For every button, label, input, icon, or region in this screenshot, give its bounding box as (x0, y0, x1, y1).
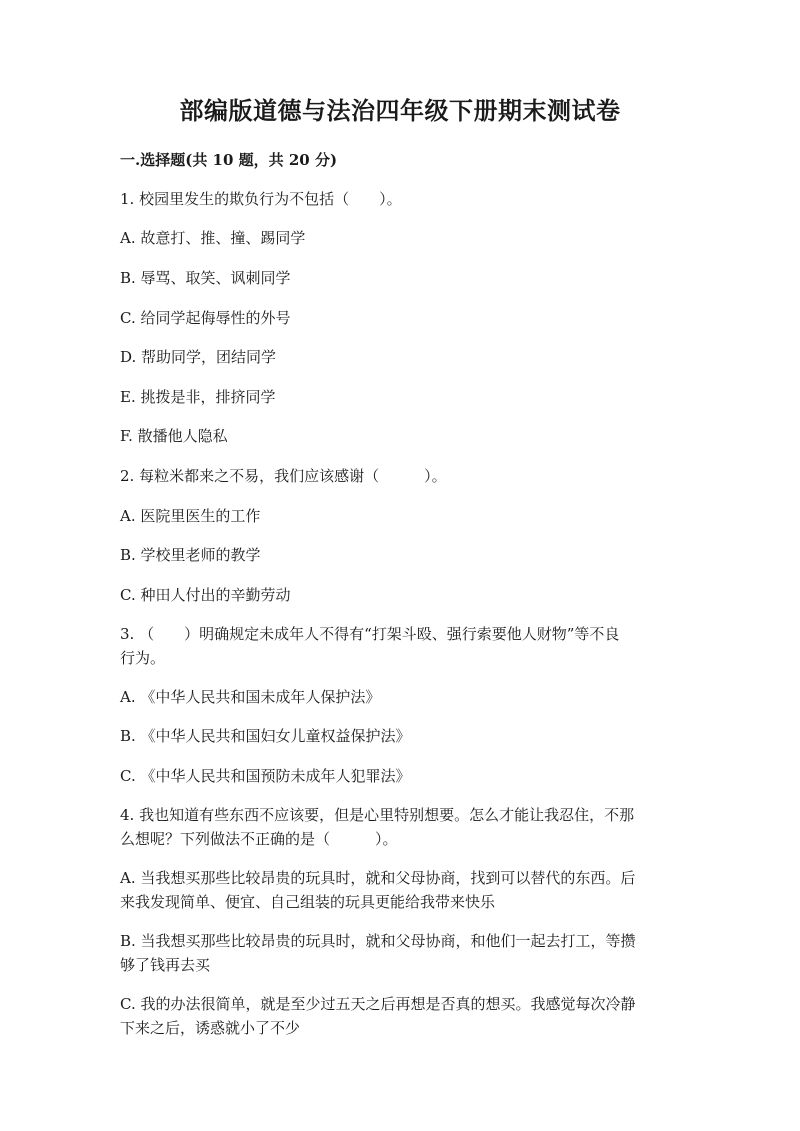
question-4-stem-line-2: 么想呢？下列做法不正确的是（ ）。 (120, 830, 398, 848)
question-2-stem: 2. 每粒米都来之不易，我们应该感谢（ ）。 (120, 467, 447, 485)
question-1-option-a: A. 故意打、推、撞、踢同学 (120, 229, 306, 247)
section-heading: 一.选择题(共 10 题，共 20 分) (120, 151, 338, 169)
question-1-option-f: F. 散播他人隐私 (120, 427, 228, 445)
question-2-option-c: C. 种田人付出的辛勤劳动 (120, 586, 291, 604)
page-title: 部编版道德与法治四年级下册期末测试卷 (179, 96, 621, 125)
question-1-option-b: B. 辱骂、取笑、讽刺同学 (120, 269, 291, 287)
question-4-option-b-line-2: 够了钱再去买 (120, 956, 211, 974)
question-3-option-c: C. 《中华人民共和国预防未成年人犯罪法》 (120, 767, 411, 785)
question-1-option-d: D. 帮助同学，团结同学 (120, 348, 277, 366)
question-3-stem-line-1: 3. （ ）明确规定未成年人不得有“打架斗殴、强行索要他人财物”等不良 (120, 625, 620, 643)
question-1-option-c: C. 给同学起侮辱性的外号 (120, 309, 291, 327)
question-4-option-a-line-1: A. 当我想买那些比较昂贵的玩具时，就和父母协商，找到可以替代的东西。后 (120, 869, 636, 887)
question-3-option-a: A. 《中华人民共和国未成年人保护法》 (120, 688, 381, 706)
question-3-option-b: B. 《中华人民共和国妇女儿童权益保护法》 (120, 727, 411, 745)
question-3-stem-line-2: 行为。 (120, 649, 166, 667)
question-4-option-a-line-2: 来我发现简单、便宜、自己组装的玩具更能给我带来快乐 (120, 893, 496, 911)
question-1-stem: 1. 校园里发生的欺负行为不包括（ ）。 (120, 190, 402, 208)
question-2-option-b: B. 学校里老师的教学 (120, 546, 261, 564)
question-4-option-b-line-1: B. 当我想买那些比较昂贵的玩具时，就和父母协商，和他们一起去打工，等攒 (120, 932, 636, 950)
question-4-option-c-line-1: C. 我的办法很简单，就是至少过五天之后再想是否真的想买。我感觉每次冷静 (120, 995, 636, 1013)
question-2-option-a: A. 医院里医生的工作 (120, 507, 261, 525)
question-4-option-c-line-2: 下来之后，诱惑就小了不少 (120, 1019, 301, 1037)
question-1-option-e: E. 挑拨是非，排挤同学 (120, 388, 276, 406)
question-4-stem-line-1: 4. 我也知道有些东西不应该要，但是心里特别想要。怎么才能让我忍住，不那 (120, 806, 635, 824)
